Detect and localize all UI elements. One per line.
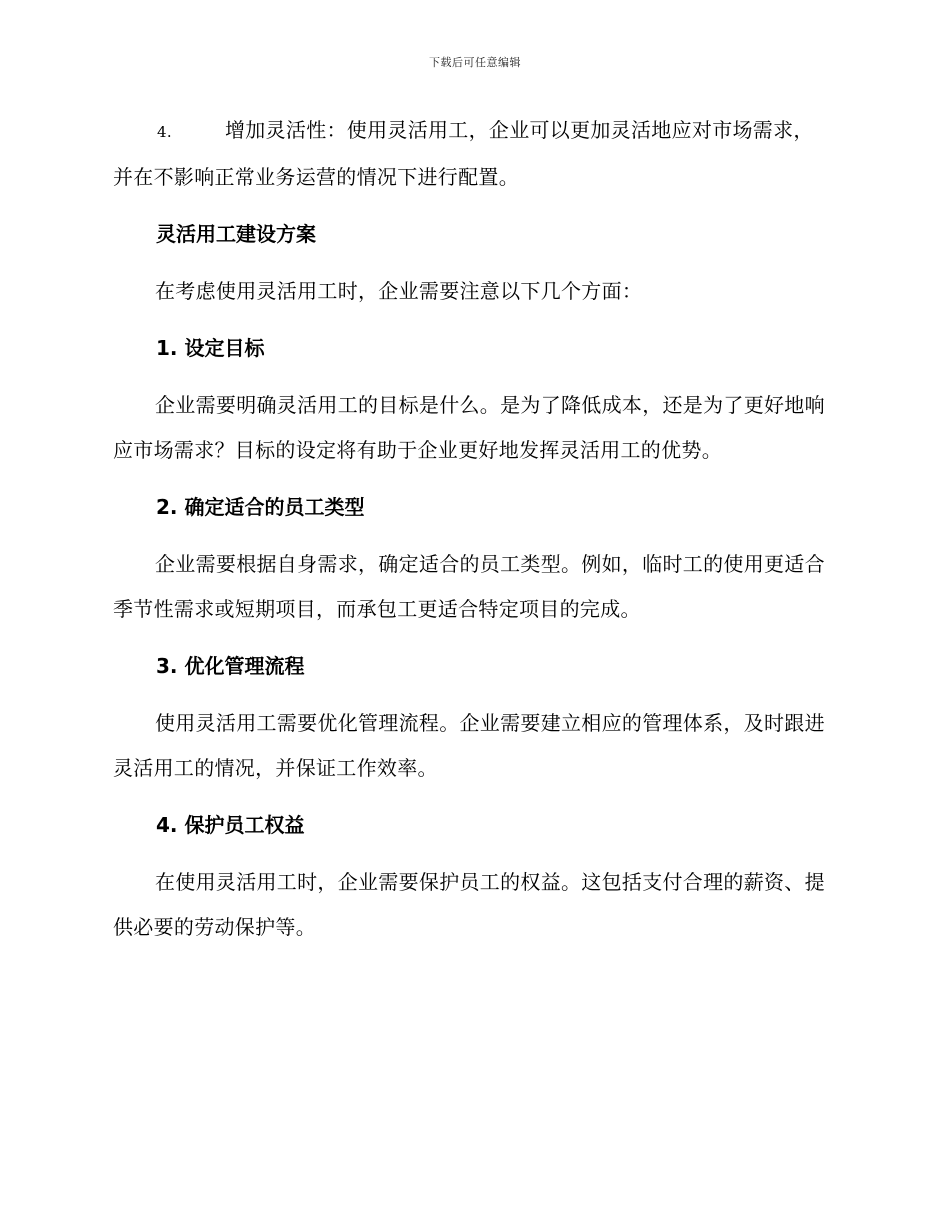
subsection-body-4: 在使用灵活用工时，企业需要保护员工的权益。这包括支付合理的薪资、提供必要的劳动保护等。 [113,870,825,939]
section-title: 灵活用工建设方案 [156,222,316,246]
subsection-heading-3: 3. 优化管理流程 [156,654,305,678]
list-item-4 [113,108,833,200]
page-header-note: 下载后可任意编辑 [429,56,521,69]
subsection-heading-1: 1. 设定目标 [156,336,265,360]
intro-paragraph: 在考虑使用灵活用工时，企业需要注意以下几个方面： [155,279,643,303]
document-body [113,108,833,962]
list-item-text: 增加灵活性：使用灵活用工，企业可以更加灵活地应对市场需求，并在不影响正常业务运营的情况下进行配置。 [113,118,814,189]
subsection-body-1: 企业需要明确灵活用工的目标是什么。是为了降低成本，还是为了更好地响应市场需求？目标的设定将有助于企业更好地发挥灵活用工的优势。 [113,393,825,462]
subsection-body-2: 企业需要根据自身需求，确定适合的员工类型。例如，临时工的使用更适合季节性需求或短期项目，而承包工更适合特定项目的完成。 [113,552,825,621]
subsection-heading-2: 2. 确定适合的员工类型 [156,495,365,519]
subsection-body-3: 使用灵活用工需要优化管理流程。企业需要建立相应的管理体系，及时跟进灵活用工的情况，并保证工作效率。 [113,711,825,780]
subsection-heading-4: 4. 保护员工权益 [156,813,305,837]
list-item-number: 4. [157,123,172,141]
